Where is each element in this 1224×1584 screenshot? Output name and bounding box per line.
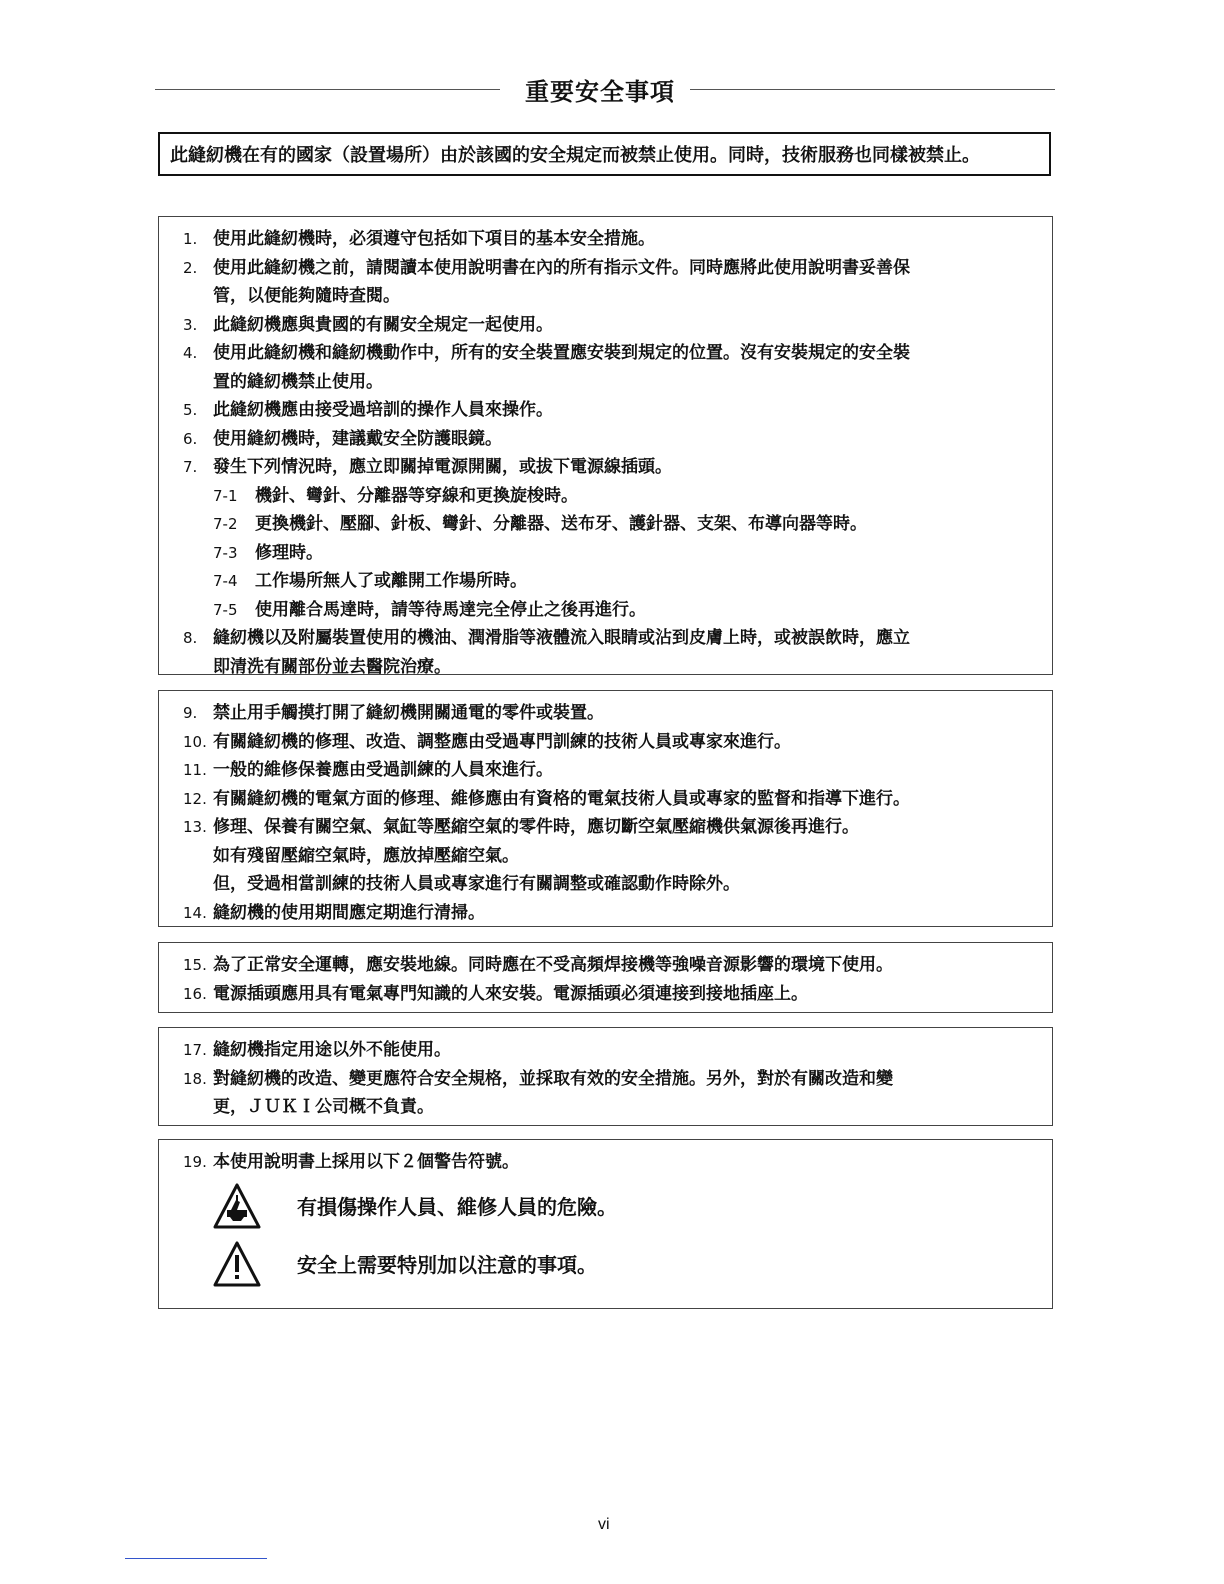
page-header — [155, 72, 1055, 106]
safety-item-18-cont: 更，ＪＵＫＩ公司概不負責。 — [213, 1097, 434, 1117]
warning-symbol-injury-text: 有損傷操作人員、維修人員的危險。 — [297, 1195, 617, 1219]
safety-subitem-7-3: 7-3 修理時。 — [213, 542, 323, 563]
footer-link-underline — [125, 1558, 267, 1559]
safety-item-18: 18. 對縫紉機的改造、變更應符合安全規格，並採取有效的安全措施。另外，對於有關改造和變 — [183, 1068, 893, 1089]
safety-item-13: 13. 修理、保養有關空氣、氣缸等壓縮空氣的零件時，應切斷空氣壓縮機供氣源後再進行。 — [183, 817, 859, 837]
safety-item-12: 12. 有關縫紉機的電氣方面的修理、維修應由有資格的電氣技術人員或專家的監督和指導下進行。 — [183, 788, 910, 809]
safety-group-1 — [158, 216, 1053, 675]
safety-item-16: 16. 電源插頭應用具有電氣專門知識的人來安裝。電源插頭必須連接到接地插座上。 — [183, 983, 808, 1004]
safety-item-8: 8. 縫紉機以及附屬裝置使用的機油、潤滑脂等液體流入眼睛或沾到皮膚上時，或被誤飲時，應立 — [183, 628, 910, 648]
header-rule-right — [690, 89, 1055, 90]
warning-symbol-row-injury — [183, 1177, 1034, 1235]
safety-subitem-7-1: 7-1 機針、彎針、分離器等穿線和更換旋梭時。 — [213, 485, 578, 506]
safety-item-15: 15. 為了正常安全運轉，應安裝地線。同時應在不受高頻焊接機等強噪音源影響的環境下使用。 — [183, 955, 893, 975]
safety-subitem-7-2: 7-2 更換機針、壓腳、針板、彎針、分離器、送布牙、護針器、支架、布導向器等時。 — [213, 514, 867, 534]
safety-item-8-cont: 即清洗有關部份並去醫院治療。 — [213, 656, 451, 677]
safety-subitem-7-4: 7-4 工作場所無人了或離開工作場所時。 — [213, 571, 527, 591]
safety-group-2 — [158, 690, 1053, 927]
safety-item-3: 3. 此縫紉機應與貴國的有關安全規定一起使用。 — [183, 314, 553, 335]
injury-hazard-warning-icon — [213, 1183, 261, 1229]
safety-item-13-cont-2: 但，受過相當訓練的技術人員或專家進行有關調整或確認動作時除外。 — [213, 874, 740, 894]
warning-symbol-caution-text: 安全上需要特別加以注意的事項。 — [297, 1253, 597, 1277]
safety-item-17: 17. 縫紉機指定用途以外不能使用。 — [183, 1040, 451, 1060]
header-rule-left — [155, 89, 500, 90]
safety-item-2: 2. 使用此縫紉機之前，請閱讀本使用說明書在內的所有指示文件。同時應將此使用說明書妥善保 — [183, 257, 910, 278]
safety-subitem-7-5: 7-5 使用離合馬達時，請等待馬達完全停止之後再進行。 — [213, 599, 646, 620]
warning-symbol-row-caution — [183, 1235, 1034, 1293]
safety-item-11: 11. 一般的維修保養應由受過訓練的人員來進行。 — [183, 760, 553, 780]
safety-item-9: 9. 禁止用手觸摸打開了縫紉機開關通電的零件或裝置。 — [183, 703, 604, 723]
safety-group-5 — [158, 1139, 1053, 1309]
page-number: vi — [598, 1516, 610, 1533]
safety-item-1: 1. 使用此縫紉機時，必須遵守包括如下項目的基本安全措施。 — [183, 229, 655, 249]
safety-item-6: 6. 使用縫紉機時，建議戴安全防護眼鏡。 — [183, 428, 502, 449]
safety-item-10: 10. 有關縫紉機的修理、改造、調整應由受過專門訓練的技術人員或專家來進行。 — [183, 731, 791, 752]
page-title: 重要安全事項 — [525, 78, 675, 106]
safety-item-4-cont: 置的縫紉機禁止使用。 — [213, 371, 383, 392]
safety-item-4: 4. 使用此縫紉機和縫紉機動作中，所有的安全裝置應安裝到規定的位置。沒有安裝規定的安全裝 — [183, 343, 910, 363]
safety-item-2-cont: 管，以便能夠隨時查閱。 — [213, 286, 400, 306]
safety-item-14: 14. 縫紉機的使用期間應定期進行清掃。 — [183, 902, 485, 923]
safety-group-4 — [158, 1027, 1053, 1126]
caution-exclamation-warning-icon — [213, 1241, 261, 1287]
safety-item-13-cont-1: 如有殘留壓縮空氣時，應放掉壓縮空氣。 — [213, 845, 519, 866]
safety-item-5: 5. 此縫紉機應由接受過培訓的操作人員來操作。 — [183, 400, 553, 420]
safety-group-3 — [158, 942, 1053, 1013]
prohibition-notice: 此縫紉機在有的國家（設置場所）由於該國的安全規定而被禁止使用。同時，技術服務也同樣被禁止。 — [158, 132, 1051, 176]
safety-item-7: 7. 發生下列情況時，應立即關掉電源開關，或拔下電源線插頭。 — [183, 457, 672, 477]
safety-item-19: 19. 本使用說明書上採用以下２個警告符號。 — [183, 1152, 519, 1172]
